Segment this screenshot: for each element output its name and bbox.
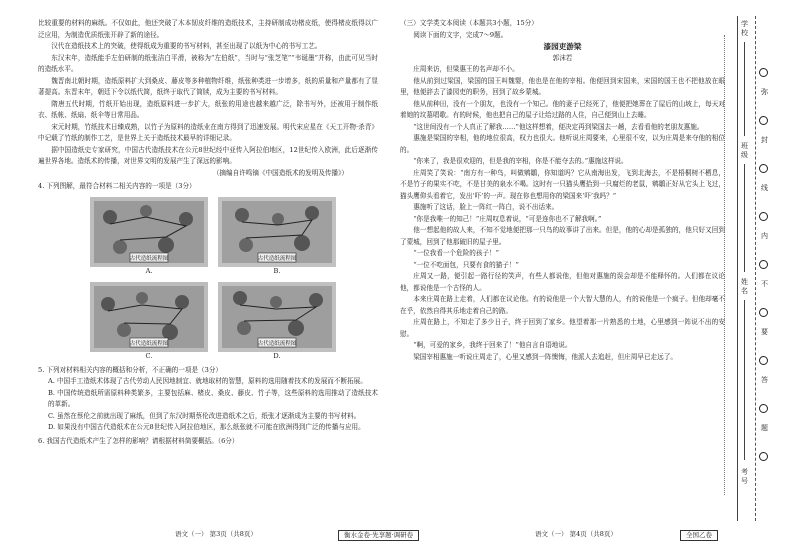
paragraph: 庄周来访，但梁惠王的名声却不小。 — [413, 65, 519, 73]
seal-line — [755, 16, 756, 521]
papermaking-illustration — [218, 282, 336, 352]
left-page — [38, 18, 378, 520]
paragraph: 梁国宰相惠施一听说庄周走了，心里又感到一阵懊悔，他派人去追赶，但庄周早已走远了。 — [413, 352, 677, 361]
section-heading: （三）文学类文本阅读（本题共3小题，15分） — [400, 19, 538, 27]
paragraph: 他一想起他的故人来，不知不觉地便把那一只鸟的故事讲了出来。但是，他的心却是孤独的，他只好又回到了蒙城，回到了他那破旧的屋子里。 — [400, 226, 725, 246]
warning-char: 要 — [761, 328, 768, 336]
warning-char: 内 — [761, 232, 768, 240]
warning-char: 线 — [761, 184, 768, 192]
option-letter: A. — [145, 266, 153, 275]
image-option-a[interactable] — [90, 197, 208, 276]
papermaking-illustration — [90, 197, 208, 267]
binding-strip — [737, 16, 774, 521]
story-title: 漆园吏游梁 — [543, 42, 582, 51]
paragraph: 东汉末年，造纸能手左伯研制的纸张洁白平滑，被称为“左伯纸”，当时与“张芝笔”“韦诞墨”并称，由此可见当时的造纸水平。 — [38, 53, 378, 73]
fill-line[interactable] — [744, 300, 745, 460]
question-5: 5. 下列对材料相关内容的概括和分析，不正确的一项是（3分） — [38, 365, 223, 374]
image-option-c[interactable] — [90, 282, 208, 361]
image-option-d[interactable] — [218, 282, 336, 361]
svg-text:古代造纸流程图: 古代造纸流程图 — [257, 255, 297, 262]
paragraph: 比较重要的材料的麻纸。不仅如此，他还突破了木本韧皮纤维的造纸技术，主持研制成功楮皮纸，使得楮皮纸得以广泛应用，为制造优质纸张开辟了新的途径。 — [38, 19, 378, 39]
paragraph: “你是我唯一的知己！”庄周叹息着说，“可是连你也不了解我啊。” — [413, 214, 602, 223]
paragraph: “这世间没有一个人真正了解我……”他这样想着，便决定再到梁国去一趟，去看看他的老朋友惠施。 — [413, 122, 704, 131]
papermaking-illustration — [218, 197, 336, 267]
paragraph: 隋唐五代时期，竹纸开始出现，造纸原料进一步扩大，纸张的用途也越来越广泛，除书写外，还被用于制作纸衣、纸帐、纸扇、纸伞等日常用品。 — [38, 99, 378, 119]
fill-line[interactable] — [744, 42, 745, 136]
circle-mark — [759, 68, 768, 80]
paragraph: 惠施听了这话，脸上一阵红一阵白，说不出话来。 — [413, 203, 559, 211]
svg-text:古代造纸流程图: 古代造纸流程图 — [129, 255, 169, 262]
label-class: 班级 — [741, 142, 748, 159]
paragraph: 魏晋南北朝时期，造纸原料扩大到桑皮、藤皮等多种植物纤维，纸张种类进一步增多，纸的质量和产量都有了显著提高。东晋末年，朝廷下令以纸代简，纸终于取代了简牍，成为主要的书写材料。 — [38, 76, 378, 96]
svg-text:古代造纸流程图: 古代造纸流程图 — [129, 340, 169, 347]
paragraph: 他从前到过梁国，梁国的国王叫魏婴，他也是在他的宰相。他便回到宋国来，宋国的国王也不把他放在眼里，他便辞去了漆园吏的职务，回到了故乡蒙城。 — [400, 76, 725, 96]
paragraph: 惠施是梁国的宰相，他的地位很高，权力也很大。他听说庄周要来，心里很不安，以为庄周是来夺他的相位的。 — [400, 134, 725, 154]
warning-char: 不 — [761, 280, 768, 288]
paragraph: 汉代在造纸技术上的突破，使得纸成为重要的书写材料，甚至出现了以纸为中心的书写工艺。 — [51, 42, 322, 50]
right-page — [400, 18, 725, 520]
question-4: 4. 下列图解，最符合材料二相关内容的一项是（3分） — [38, 182, 196, 190]
footer-edition: 全国乙卷 — [680, 530, 718, 541]
footer-right-page: 语文（一） 第4页（共8页） — [535, 530, 617, 538]
label-name: 姓名 — [741, 278, 748, 295]
image-options-grid — [90, 197, 378, 361]
circle-mark — [759, 116, 768, 128]
left-paragraphs — [38, 18, 378, 168]
warning-char: 弥 — [761, 88, 768, 96]
reading-instruction: 阅读下面的文字，完成7～9题。 — [413, 30, 508, 39]
option-d: D. 如果没有中国古代造纸术在公元8世纪传入阿拉伯地区，那么纸张就不可能在欧洲得到广泛的传播与应用。 — [48, 423, 365, 431]
label-school: 学校 — [741, 20, 748, 37]
source-citation: （摘编自许鸣镝《中国造纸术的发明及传播》） — [212, 168, 348, 177]
paragraph: “你来了，我是很欢迎的，但是我的宰相，你是不能夺去的。”惠施这样说。 — [413, 157, 628, 165]
circle-mark — [759, 164, 768, 176]
paragraph: 他从前种田，没有一个朋友，也没有一个知己。他的妻子已经死了，他便把她葬在了屋后的山坡上，每天对着她的坟墓唱歌。有的时候，他也把自己的屋子让给过路的人住，自己便到山上去睡。 — [400, 99, 725, 119]
option-a: A. 中国手工造纸术体现了古代劳动人民因地制宜、就地取材的智慧，原料的选用随着技术的发展而不断拓展。 — [48, 377, 367, 385]
option-letter: C. — [145, 351, 153, 360]
paragraph: 宋元时期，竹纸技术日臻成熟，以竹子为原料的造纸业在南方得到了迅速发展。明代宋应星在《天工开物·杀青》中记载了竹纸的制作工艺，是世界上关于造纸技术最早的详细记录。 — [38, 122, 378, 142]
warning-char: 答 — [761, 376, 768, 384]
column-divider — [724, 35, 725, 495]
image-option-b[interactable] — [218, 197, 336, 276]
footer-left-page: 语文（一） 第3页（共8页） — [175, 530, 257, 538]
circle-mark — [759, 452, 768, 464]
paragraph: 庄周笑了笑说：“南方有一种鸟，叫做鹓鶵，你知道吗？它从南海出发，飞到北海去，不是梧桐树不栖息，不是竹子的果实不吃，不是甘美的泉水不喝。这时有一只猫头鹰拾到一只腐烂的老鼠，鹓鶵正好从它头上飞过，猫头鹰仰头看着它，发出‘吓’的一声。现在你也想用你的梁国来‘吓’我吗？” — [400, 168, 725, 200]
option-c: C. 虽然在蔡伦之前就出现了麻纸，但到了东汉时期蔡伦改进造纸术之后，纸张才逐渐成为主要的书写材料。 — [48, 411, 361, 420]
svg-text:古代造纸流程图: 古代造纸流程图 — [257, 340, 297, 347]
story-body — [400, 64, 725, 363]
warning-char: 封 — [761, 136, 768, 144]
question-6: 6. 我国古代造纸术产生了怎样的影响？请根据材料简要概括。（6分） — [38, 436, 239, 445]
paragraph: “一位不吃面包，只要有食的猫子！” — [413, 260, 519, 269]
option-letter: D. — [273, 351, 281, 360]
paragraph: “啊，可爱的家乡，我终于回来了！”他自言自语地说。 — [413, 341, 572, 349]
warning-char: 题 — [761, 424, 768, 432]
paragraph: 据中国造纸史专家研究，中国古代造纸技术在公元8世纪经中亚传入阿拉伯地区，12世纪传入欧洲，此后逐渐传遍世界各地。造纸术的传播，对世界文明的发展产生了深远的影响。 — [38, 145, 378, 165]
papermaking-illustration — [90, 282, 208, 352]
footer-center-label: 衡水金卷·先享题·调研卷 — [338, 530, 419, 541]
option-letter: B. — [273, 266, 281, 275]
paragraph: “一位我看一个危险的孩子！” — [413, 249, 500, 257]
label-exam-number: 考号 — [741, 468, 748, 485]
story-author: 郭沫若 — [552, 53, 573, 62]
circle-mark — [759, 404, 768, 416]
circle-mark — [759, 356, 768, 368]
paragraph: 本来庄周在路上走着，人们都在议论他。有的说他是一个大智大慧的人，有的说他是一个疯子。但他却毫不在乎，依然自得其乐地走着自己的路。 — [400, 295, 725, 315]
paragraph: 庄周在路上，不知走了多少日子，终于回到了家乡。他望着那一片熟悉的土地，心里感到一阵说不出的安慰。 — [400, 318, 725, 338]
fill-line[interactable] — [744, 164, 745, 272]
paragraph: 庄周又一路，便引起一路行径的笑声，有些人都说他，但他对惠施的误会却是不能释怀的。人们都在议论他，都说他是一个古怪的人。 — [400, 272, 725, 292]
circle-mark — [759, 308, 768, 320]
option-b: B. 中国传统造纸所需原料种类繁多，主要包括麻、楮皮、桑皮、藤皮、竹子等，这些原料的选用推动了造纸技术的革新。 — [48, 388, 378, 408]
circle-mark — [759, 260, 768, 272]
circle-mark — [759, 212, 768, 224]
